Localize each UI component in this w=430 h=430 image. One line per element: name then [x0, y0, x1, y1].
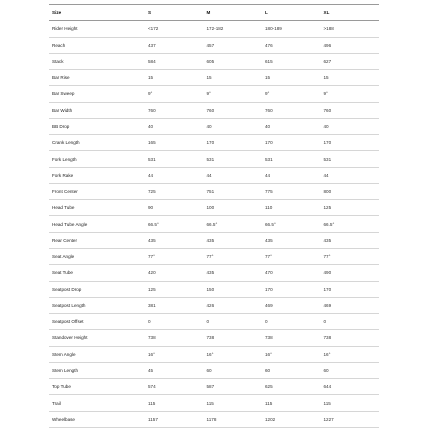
row-label: Rear Center — [49, 232, 145, 248]
table-cell: 40 — [262, 118, 321, 134]
table-cell: 66.5° — [204, 216, 263, 232]
geometry-table — [49, 4, 379, 428]
row-label: Seatpost Offset — [49, 314, 145, 330]
table-cell: 125 — [145, 281, 204, 297]
table-cell: 170 — [321, 135, 380, 151]
table-row — [49, 200, 379, 216]
table-cell: 172-182 — [204, 21, 263, 37]
table-cell: 110 — [262, 200, 321, 216]
table-cell: 531 — [321, 151, 380, 167]
row-label: Seat Tube — [49, 265, 145, 281]
table-cell: 476 — [262, 37, 321, 53]
row-label: Bar Rise — [49, 70, 145, 86]
header-l: L — [262, 5, 321, 21]
table-cell: 435 — [145, 232, 204, 248]
table-row — [49, 70, 379, 86]
table-cell: 574 — [145, 379, 204, 395]
table-cell: 531 — [262, 151, 321, 167]
table-cell: 77° — [204, 248, 263, 264]
table-cell: 426 — [204, 297, 263, 313]
row-label: Seat Angle — [49, 248, 145, 264]
table-row — [49, 86, 379, 102]
table-cell: 496 — [321, 37, 380, 53]
table-cell: 738 — [321, 330, 380, 346]
row-label: Stem Length — [49, 362, 145, 378]
row-label: Trail — [49, 395, 145, 411]
table-row — [49, 330, 379, 346]
row-label: Head Tube — [49, 200, 145, 216]
table-cell: 725 — [145, 183, 204, 199]
table-cell: 40 — [321, 118, 380, 134]
table-row — [49, 297, 379, 313]
table-cell: 16° — [321, 346, 380, 362]
table-row — [49, 314, 379, 330]
table-row — [49, 265, 379, 281]
table-cell: 44 — [145, 167, 204, 183]
table-cell: 15 — [204, 70, 263, 86]
table-cell: 66.5° — [321, 216, 380, 232]
table-cell: 9° — [204, 86, 263, 102]
row-label: Bar Sweep — [49, 86, 145, 102]
table-cell: 470 — [262, 265, 321, 281]
table-row — [49, 411, 379, 427]
table-row — [49, 362, 379, 378]
row-label: Reach — [49, 37, 145, 53]
table-cell: 40 — [145, 118, 204, 134]
table-header — [49, 5, 379, 21]
table-cell: 9° — [262, 86, 321, 102]
table-cell: 45 — [145, 362, 204, 378]
table-cell: 150 — [204, 281, 263, 297]
table-cell: 16° — [204, 346, 263, 362]
table-cell: 44 — [262, 167, 321, 183]
header-size: Size — [49, 5, 145, 21]
table-cell: 115 — [145, 395, 204, 411]
table-cell: 77° — [321, 248, 380, 264]
table-cell: 457 — [204, 37, 263, 53]
table-cell: 531 — [204, 151, 263, 167]
row-label: Seatpost Length — [49, 297, 145, 313]
table-cell: 490 — [321, 265, 380, 281]
table-cell: 625 — [262, 379, 321, 395]
table-cell: 584 — [145, 53, 204, 69]
table-cell: 77° — [145, 248, 204, 264]
table-cell: 0 — [204, 314, 263, 330]
table-cell: 60 — [262, 362, 321, 378]
row-label: Crank Length — [49, 135, 145, 151]
table-row — [49, 379, 379, 395]
header-m: M — [204, 5, 263, 21]
table-cell: 437 — [145, 37, 204, 53]
table-cell: 16° — [262, 346, 321, 362]
table-cell: 16° — [145, 346, 204, 362]
table-cell: 531 — [145, 151, 204, 167]
table-cell: 420 — [145, 265, 204, 281]
table-cell: 9° — [321, 86, 380, 102]
table-cell: 605 — [204, 53, 263, 69]
table-cell: 0 — [321, 314, 380, 330]
row-label: Seatpost Drop — [49, 281, 145, 297]
table-row — [49, 248, 379, 264]
table-row — [49, 232, 379, 248]
table-cell: 760 — [262, 102, 321, 118]
table-cell: 0 — [262, 314, 321, 330]
table-cell: <172 — [145, 21, 204, 37]
table-cell: 115 — [321, 395, 380, 411]
table-cell: 15 — [321, 70, 380, 86]
table-cell: 435 — [204, 232, 263, 248]
table-cell: 170 — [262, 135, 321, 151]
table-cell: 738 — [204, 330, 263, 346]
table-row — [49, 102, 379, 118]
table-cell: 9° — [145, 86, 204, 102]
table-cell: 644 — [321, 379, 380, 395]
header-row — [49, 5, 379, 21]
table-cell: 775 — [262, 183, 321, 199]
table-cell: 66.5° — [145, 216, 204, 232]
table-cell: 738 — [145, 330, 204, 346]
header-s: S — [145, 5, 204, 21]
table-cell: 751 — [204, 183, 263, 199]
table-cell: 44 — [321, 167, 380, 183]
table-row — [49, 151, 379, 167]
table-cell: 100 — [204, 200, 263, 216]
table-cell: 125 — [321, 200, 380, 216]
table-cell: 381 — [145, 297, 204, 313]
table-body — [49, 21, 379, 428]
row-label: Fork Length — [49, 151, 145, 167]
table-cell: 170 — [262, 281, 321, 297]
header-xl: XL — [321, 5, 380, 21]
row-label: Rider Height — [49, 21, 145, 37]
row-label: Stack — [49, 53, 145, 69]
table-cell: 760 — [321, 102, 380, 118]
row-label: Front Center — [49, 183, 145, 199]
table-cell: 170 — [204, 135, 263, 151]
table-cell: 1202 — [262, 411, 321, 427]
table-cell: 435 — [204, 265, 263, 281]
table-row — [49, 53, 379, 69]
table-row — [49, 346, 379, 362]
table-cell: >188 — [321, 21, 380, 37]
table-row — [49, 21, 379, 37]
table-cell: 165 — [145, 135, 204, 151]
row-label: Standover Height — [49, 330, 145, 346]
table-cell: 180-189 — [262, 21, 321, 37]
table-cell: 800 — [321, 183, 380, 199]
row-label: Stem Angle — [49, 346, 145, 362]
table-cell: 760 — [204, 102, 263, 118]
table-cell: 469 — [262, 297, 321, 313]
table-cell: 90 — [145, 200, 204, 216]
row-label: Bar Width — [49, 102, 145, 118]
table-cell: 40 — [204, 118, 263, 134]
table-cell: 738 — [262, 330, 321, 346]
row-label: BB Drop — [49, 118, 145, 134]
table-cell: 115 — [262, 395, 321, 411]
row-label: Head Tube Angle — [49, 216, 145, 232]
table-cell: 77° — [262, 248, 321, 264]
table-cell: 115 — [204, 395, 263, 411]
row-label: Top Tube — [49, 379, 145, 395]
table-row — [49, 167, 379, 183]
table-cell: 1178 — [204, 411, 263, 427]
table-row — [49, 37, 379, 53]
table-row — [49, 135, 379, 151]
table-cell: 170 — [321, 281, 380, 297]
table-cell: 15 — [145, 70, 204, 86]
table-cell: 435 — [321, 232, 380, 248]
table-cell: 44 — [204, 167, 263, 183]
table-cell: 0 — [145, 314, 204, 330]
table-row — [49, 118, 379, 134]
row-label: Fork Rake — [49, 167, 145, 183]
table-cell: 60 — [321, 362, 380, 378]
table-cell: 1227 — [321, 411, 380, 427]
row-label: Wheelbase — [49, 411, 145, 427]
table-cell: 469 — [321, 297, 380, 313]
table-cell: 435 — [262, 232, 321, 248]
table-row — [49, 281, 379, 297]
table-cell: 66.5° — [262, 216, 321, 232]
table-row — [49, 395, 379, 411]
table-cell: 1157 — [145, 411, 204, 427]
table-cell: 15 — [262, 70, 321, 86]
table-row — [49, 216, 379, 232]
table-cell: 60 — [204, 362, 263, 378]
table-cell: 760 — [145, 102, 204, 118]
table-row — [49, 183, 379, 199]
table-cell: 615 — [262, 53, 321, 69]
table-cell: 587 — [204, 379, 263, 395]
table-cell: 627 — [321, 53, 380, 69]
